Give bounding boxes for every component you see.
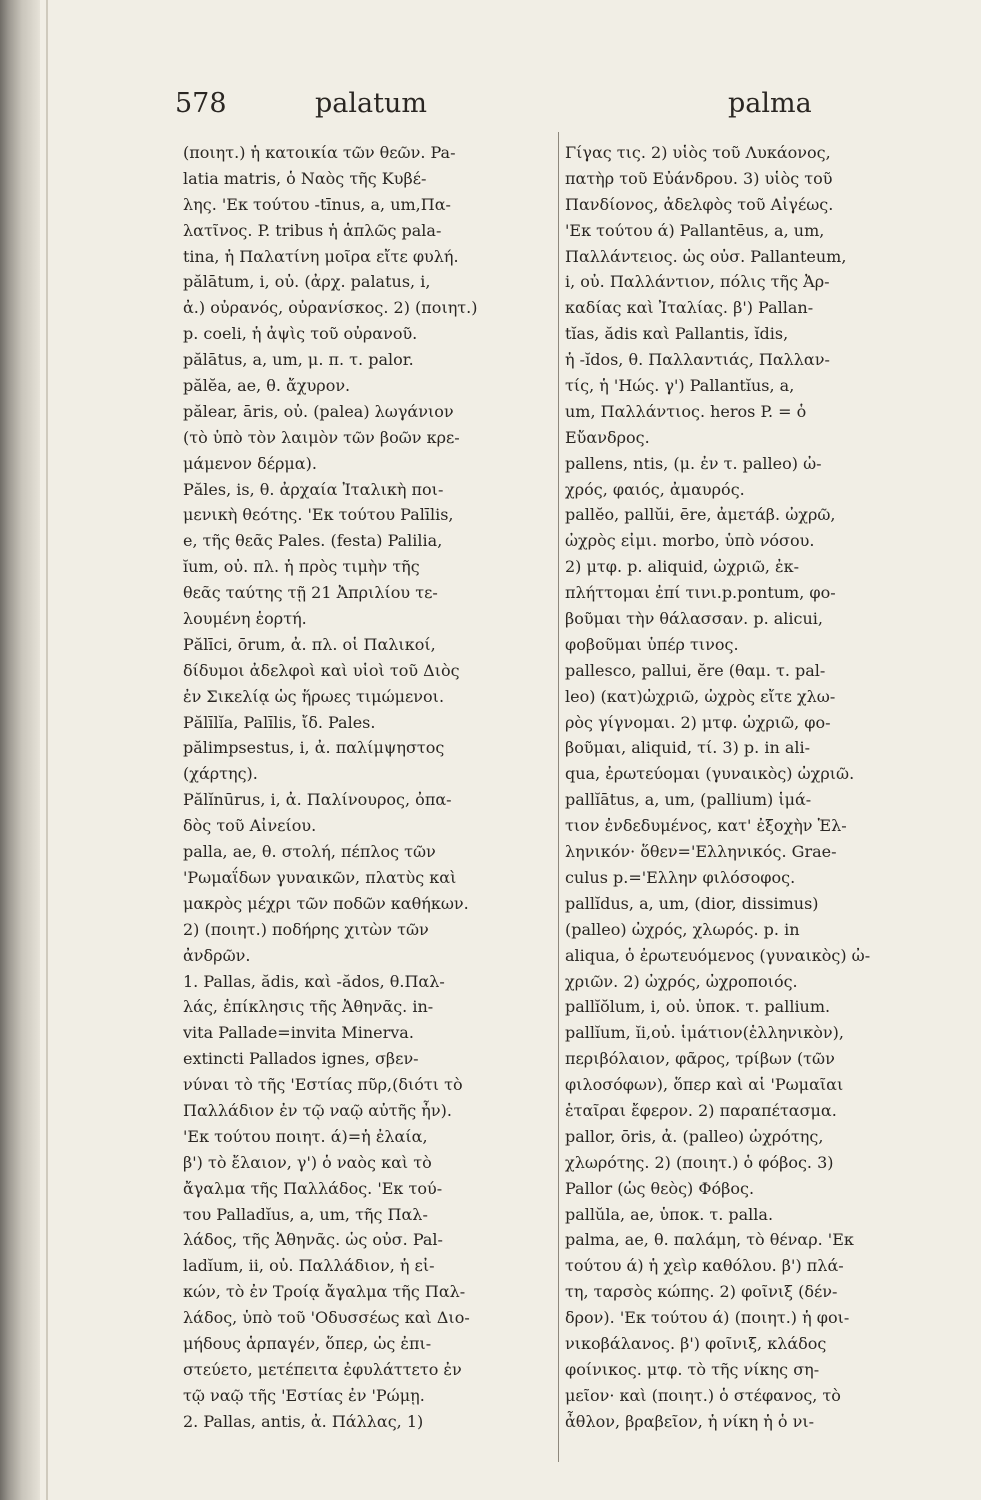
entry-line: 'Εκ τούτου ά) Pallantēus, a, um, [565, 220, 825, 240]
entry-line: culus p.='Ελλην φιλόσοφος. [565, 867, 796, 887]
entry-line: δρον). 'Εκ τούτου ά) (ποιητ.) ἡ φοι- [565, 1308, 850, 1328]
entry-line: pallens, ntis, (μ. ἐν τ. palleo) ὠ- [565, 453, 822, 473]
entry-line: ἐν Σικελίᾳ ὡς ἥρωες τιμώμενοι. [183, 686, 445, 706]
entry-line: τίς, ἡ 'Ηώς. γ') Pallantĭus, a, [565, 376, 795, 396]
entry-line: palla, ae, θ. στολή, πέπλος τῶν [183, 842, 436, 862]
entry-line: μενικὴ θεότης. 'Εκ τούτου Palīlis, [183, 505, 454, 525]
entry-line: pălear, āris, οὐ. (palea) λωγάνιον [183, 401, 454, 421]
entry-line: πλήττομαι ἐπί τινι.p.pontum, φο- [565, 583, 836, 603]
entry-line: χρός, φαιός, ἀμαυρός. [565, 479, 745, 499]
page-number: 578 [175, 88, 227, 119]
entry-line: pălātus, a, um, μ. π. τ. palor. [183, 350, 414, 370]
entry-line: palma, ae, θ. παλάμη, τὸ θέναρ. 'Εκ [565, 1230, 854, 1250]
entry-line: 2. Pallas, antis, ἀ. Πάλλας, 1) [183, 1411, 424, 1431]
entry-line: δίδυμοι ἀδελφοὶ καὶ υἱοὶ τοῦ Διὸς [183, 660, 460, 680]
entry-line: φοίνικος. μτφ. τὸ τῆς νίκης ση- [565, 1359, 820, 1379]
entry-line: μήδους ἁρπαγέν, ὅπερ, ὡς ἐπι- [183, 1333, 432, 1353]
entry-line: λάς, ἐπίκλησις τῆς Ἀθηνᾶς. in- [183, 997, 434, 1017]
entry-line: (palleo) ὠχρός, χλωρός. p. in [565, 919, 800, 939]
entry-line: vita Pallade=invita Minerva. [183, 1023, 414, 1043]
entry-line: ἄγαλμα τῆς Παλλάδος. 'Εκ τού- [183, 1178, 443, 1198]
entry-line: Εὔανδρος. [565, 427, 650, 447]
entry-line: τη, ταρσὸς κώπης. 2) φοῖνιξ (δέν- [565, 1282, 838, 1302]
right-guide-word: palma [728, 88, 812, 119]
entry-line: ληνικόν· ὅθεν='Ελληνικός. Grae- [565, 842, 837, 862]
entry-line: pallĭum, ĭi,οὐ. ἱμάτιον(ἑλληνικὸν), [565, 1023, 844, 1043]
entry-line: λατῖνος. P. tribus ἡ ἁπλῶς pala- [183, 220, 442, 240]
entry-line: Pălīci, ōrum, ἀ. πλ. οἱ Παλικοί, [183, 634, 436, 654]
entry-line: ἆθλον, βραβεῖον, ἡ νίκη ἡ ὁ νι- [565, 1411, 815, 1431]
left-guide-word: palatum [315, 88, 427, 119]
entry-line: λης. 'Εκ τούτου -tīnus, a, um,Πα- [183, 194, 451, 214]
entry-line: ἀνδρῶν. [183, 945, 251, 965]
entry-line: pallĭātus, a, um, (pallium) ἱμά- [565, 790, 812, 810]
entry-line: qua, ἐρωτεύομαι (γυναικὸς) ὠχριῶ. [565, 764, 855, 784]
entry-line: pălātum, i, οὐ. (ἀρχ. palatus, i, [183, 272, 431, 292]
entry-line: στεύετο, μετέπειτα ἐφυλάττετο ἐν [183, 1359, 462, 1379]
entry-line: Παλλάντειος. ὡς οὐσ. Pallanteum, [565, 246, 847, 266]
entry-line: ὠχρὸς εἰμι. morbo, ὑπὸ νόσου. [565, 531, 815, 551]
entry-line: ἡ -ĭdos, θ. Παλλαντιάς, Παλλαν- [565, 350, 830, 370]
entry-line: extincti Pallados ignes, σβεν- [183, 1049, 419, 1069]
entry-line: μεῖον· καὶ (ποιητ.) ὁ στέφανος, τὸ [565, 1385, 841, 1405]
entry-line: θεᾶς ταύτης τῇ 21 Ἀπριλίου τε- [183, 583, 438, 603]
entry-line: κών, τὸ ἐν Τροίᾳ ἄγαλμα τῆς Παλ- [183, 1282, 466, 1302]
entry-line: leo) (κατ)ὠχριῶ, ὠχρὸς εἴτε χλω- [565, 686, 836, 706]
entry-line: τῷ ναῷ τῆς 'Εστίας ἐν 'Ρώμῃ. [183, 1385, 425, 1405]
entry-line: (χάρτης). [183, 764, 258, 784]
entry-line: βοῦμαι, aliquid, τί. 3) p. in ali- [565, 738, 811, 758]
entry-line: Πανδίονος, ἀδελφὸς τοῦ Αἰγέως. [565, 194, 834, 214]
entry-line: ἀ.) οὐρανός, οὐρανίσκος. 2) (ποιητ.) [183, 298, 478, 318]
entry-line: ladĭum, ii, οὐ. Παλλάδιον, ἡ εἰ- [183, 1256, 435, 1276]
gutter-line [46, 0, 48, 1500]
entry-line: 2) μτφ. p. aliquid, ὠχριῶ, ἐκ- [565, 557, 800, 577]
entry-line: 1. Pallas, ădis, καὶ -ădos, θ.Παλ- [183, 971, 445, 991]
entry-line: βοῦμαι τὴν θάλασσαν. p. alicui, [565, 609, 824, 629]
entry-line: tĭas, ădis καὶ Pallantis, ĭdis, [565, 324, 789, 344]
entry-line: um, Παλλάντιος. heros P. = ὁ [565, 401, 807, 421]
entry-line: pallĕo, pallŭi, ēre, ἀμετάβ. ὠχρῶ, [565, 505, 836, 525]
entry-line: pallesco, pallui, ĕre (θαμ. τ. pal- [565, 660, 826, 680]
entry-line: (τὸ ὑπὸ τὸν λαιμὸν τῶν βοῶν κρε- [183, 427, 460, 447]
entry-line: τιον ἐνδεδυμένος, κατ' ἐξοχὴν Ἑλ- [565, 816, 847, 836]
entry-line: δὸς τοῦ Αἰνείου. [183, 816, 317, 836]
entry-line: latia matris, ὁ Ναὸς τῆς Κυβέ- [183, 168, 427, 188]
entry-line: ρὸς γίγνομαι. 2) μτφ. ὠχριῶ, φο- [565, 712, 831, 732]
entry-line: aliqua, ὁ ἐρωτευόμενος (γυναικὸς) ὠ- [565, 945, 871, 965]
entry-line: tina, ἡ Παλατίνη μοῖρα εἴτε φυλή. [183, 246, 459, 266]
entry-line: χλωρότης. 2) (ποιητ.) ὁ φόβος. 3) [565, 1152, 834, 1172]
entry-line: β') τὸ ἔλαιον, γ') ὁ ναὸς καὶ τὸ [183, 1152, 432, 1172]
entry-line: pălĕa, ae, θ. ἄχυρον. [183, 376, 351, 396]
entry-line: e, τῆς θεᾶς Pales. (festa) Palilia, [183, 531, 443, 551]
entry-line: λάδος, τῆς Ἀθηνᾶς. ὡς οὐσ. Pal- [183, 1230, 443, 1250]
entry-line: φοβοῦμαι ὑπέρ τινος. [565, 634, 739, 654]
entry-line: Pallor (ὡς θεὸς) Φόβος. [565, 1178, 755, 1198]
entry-line: pallor, ōris, ἀ. (palleo) ὠχρότης, [565, 1126, 824, 1146]
entry-line: πατὴρ τοῦ Εὐάνδρου. 3) υἱὸς τοῦ [565, 168, 833, 188]
entry-line: φιλοσόφων), ὅπερ καὶ αἱ 'Ρωμαῖαι [565, 1075, 844, 1095]
entry-line: τούτου ά) ἡ χεὶρ καθόλου. β') πλά- [565, 1256, 844, 1276]
entry-line: ἑταῖραι ἔφερον. 2) παραπέτασμα. [565, 1100, 837, 1120]
entry-line: χριῶν. 2) ὠχρός, ὠχροποιός. [565, 971, 798, 991]
entry-line: ĭum, οὐ. πλ. ἡ πρὸς τιμὴν τῆς [183, 557, 420, 577]
entry-line: καδίας καὶ Ἰταλίας. β') Pallan- [565, 298, 814, 318]
entry-line: Παλλάδιον ἐν τῷ ναῷ αὐτῆς ἦν). [183, 1100, 452, 1120]
entry-line: Păles, is, θ. ἀρχαία Ἰταλικὴ ποι- [183, 479, 444, 499]
entry-line: νικοβάλανος. β') φοῖνιξ, κλάδος [565, 1333, 827, 1353]
entry-line: pallĭŏlum, i, οὐ. ὑποκ. τ. pallium. [565, 997, 831, 1017]
entry-line: 'Εκ τούτου ποιητ. ά)=ἡ ἐλαία, [183, 1126, 428, 1146]
entry-line: λουμένη ἑορτή. [183, 609, 307, 629]
entry-line: 'Ρωμαΐδων γυναικῶν, πλατὺς καὶ [183, 867, 457, 887]
book-binding-edge [0, 0, 40, 1500]
entry-line: pallŭla, ae, ὑποκ. τ. palla. [565, 1204, 774, 1224]
entry-line: 2) (ποιητ.) ποδήρης χιτὼν τῶν [183, 919, 429, 939]
entry-line: λάδος, ὑπὸ τοῦ 'Οδυσσέως καὶ Διο- [183, 1308, 470, 1328]
entry-line: (ποιητ.) ἡ κατοικία τῶν θεῶν. Pa- [183, 143, 456, 162]
entry-line: p. coeli, ἡ ἀψὶς τοῦ οὐρανοῦ. [183, 324, 418, 344]
entry-line: pallĭdus, a, um, (dior, dissimus) [565, 893, 819, 913]
left-column [183, 140, 563, 1435]
entry-line: περιβόλαιον, φᾶρος, τρίβων (τῶν [565, 1049, 835, 1069]
dictionary-page [175, 60, 955, 1480]
entry-line: Γίγας τις. 2) υἱὸς τοῦ Λυκάονος, [565, 143, 831, 162]
entry-line: Pălĭnūrus, i, ἀ. Παλίνουρος, ὀπα- [183, 790, 452, 810]
entry-line: μακρὸς μέχρι τῶν ποδῶν καθήκων. [183, 893, 469, 913]
entry-line: μάμενον δέρμα). [183, 453, 317, 473]
entry-line: i, οὐ. Παλλάντιον, πόλις τῆς Ἀρ- [565, 272, 830, 292]
entry-line: νύναι τὸ τῆς 'Εστίας πῦρ,(διότι τὸ [183, 1075, 463, 1095]
right-column [565, 140, 945, 1435]
entry-line: Pălīlĭa, Palīlis, ἴδ. Pales. [183, 712, 376, 732]
entry-line: του Palladĭus, a, um, τῆς Παλ- [183, 1204, 428, 1224]
entry-line: pălimpsestus, i, ἀ. παλίμψηστος [183, 738, 445, 758]
